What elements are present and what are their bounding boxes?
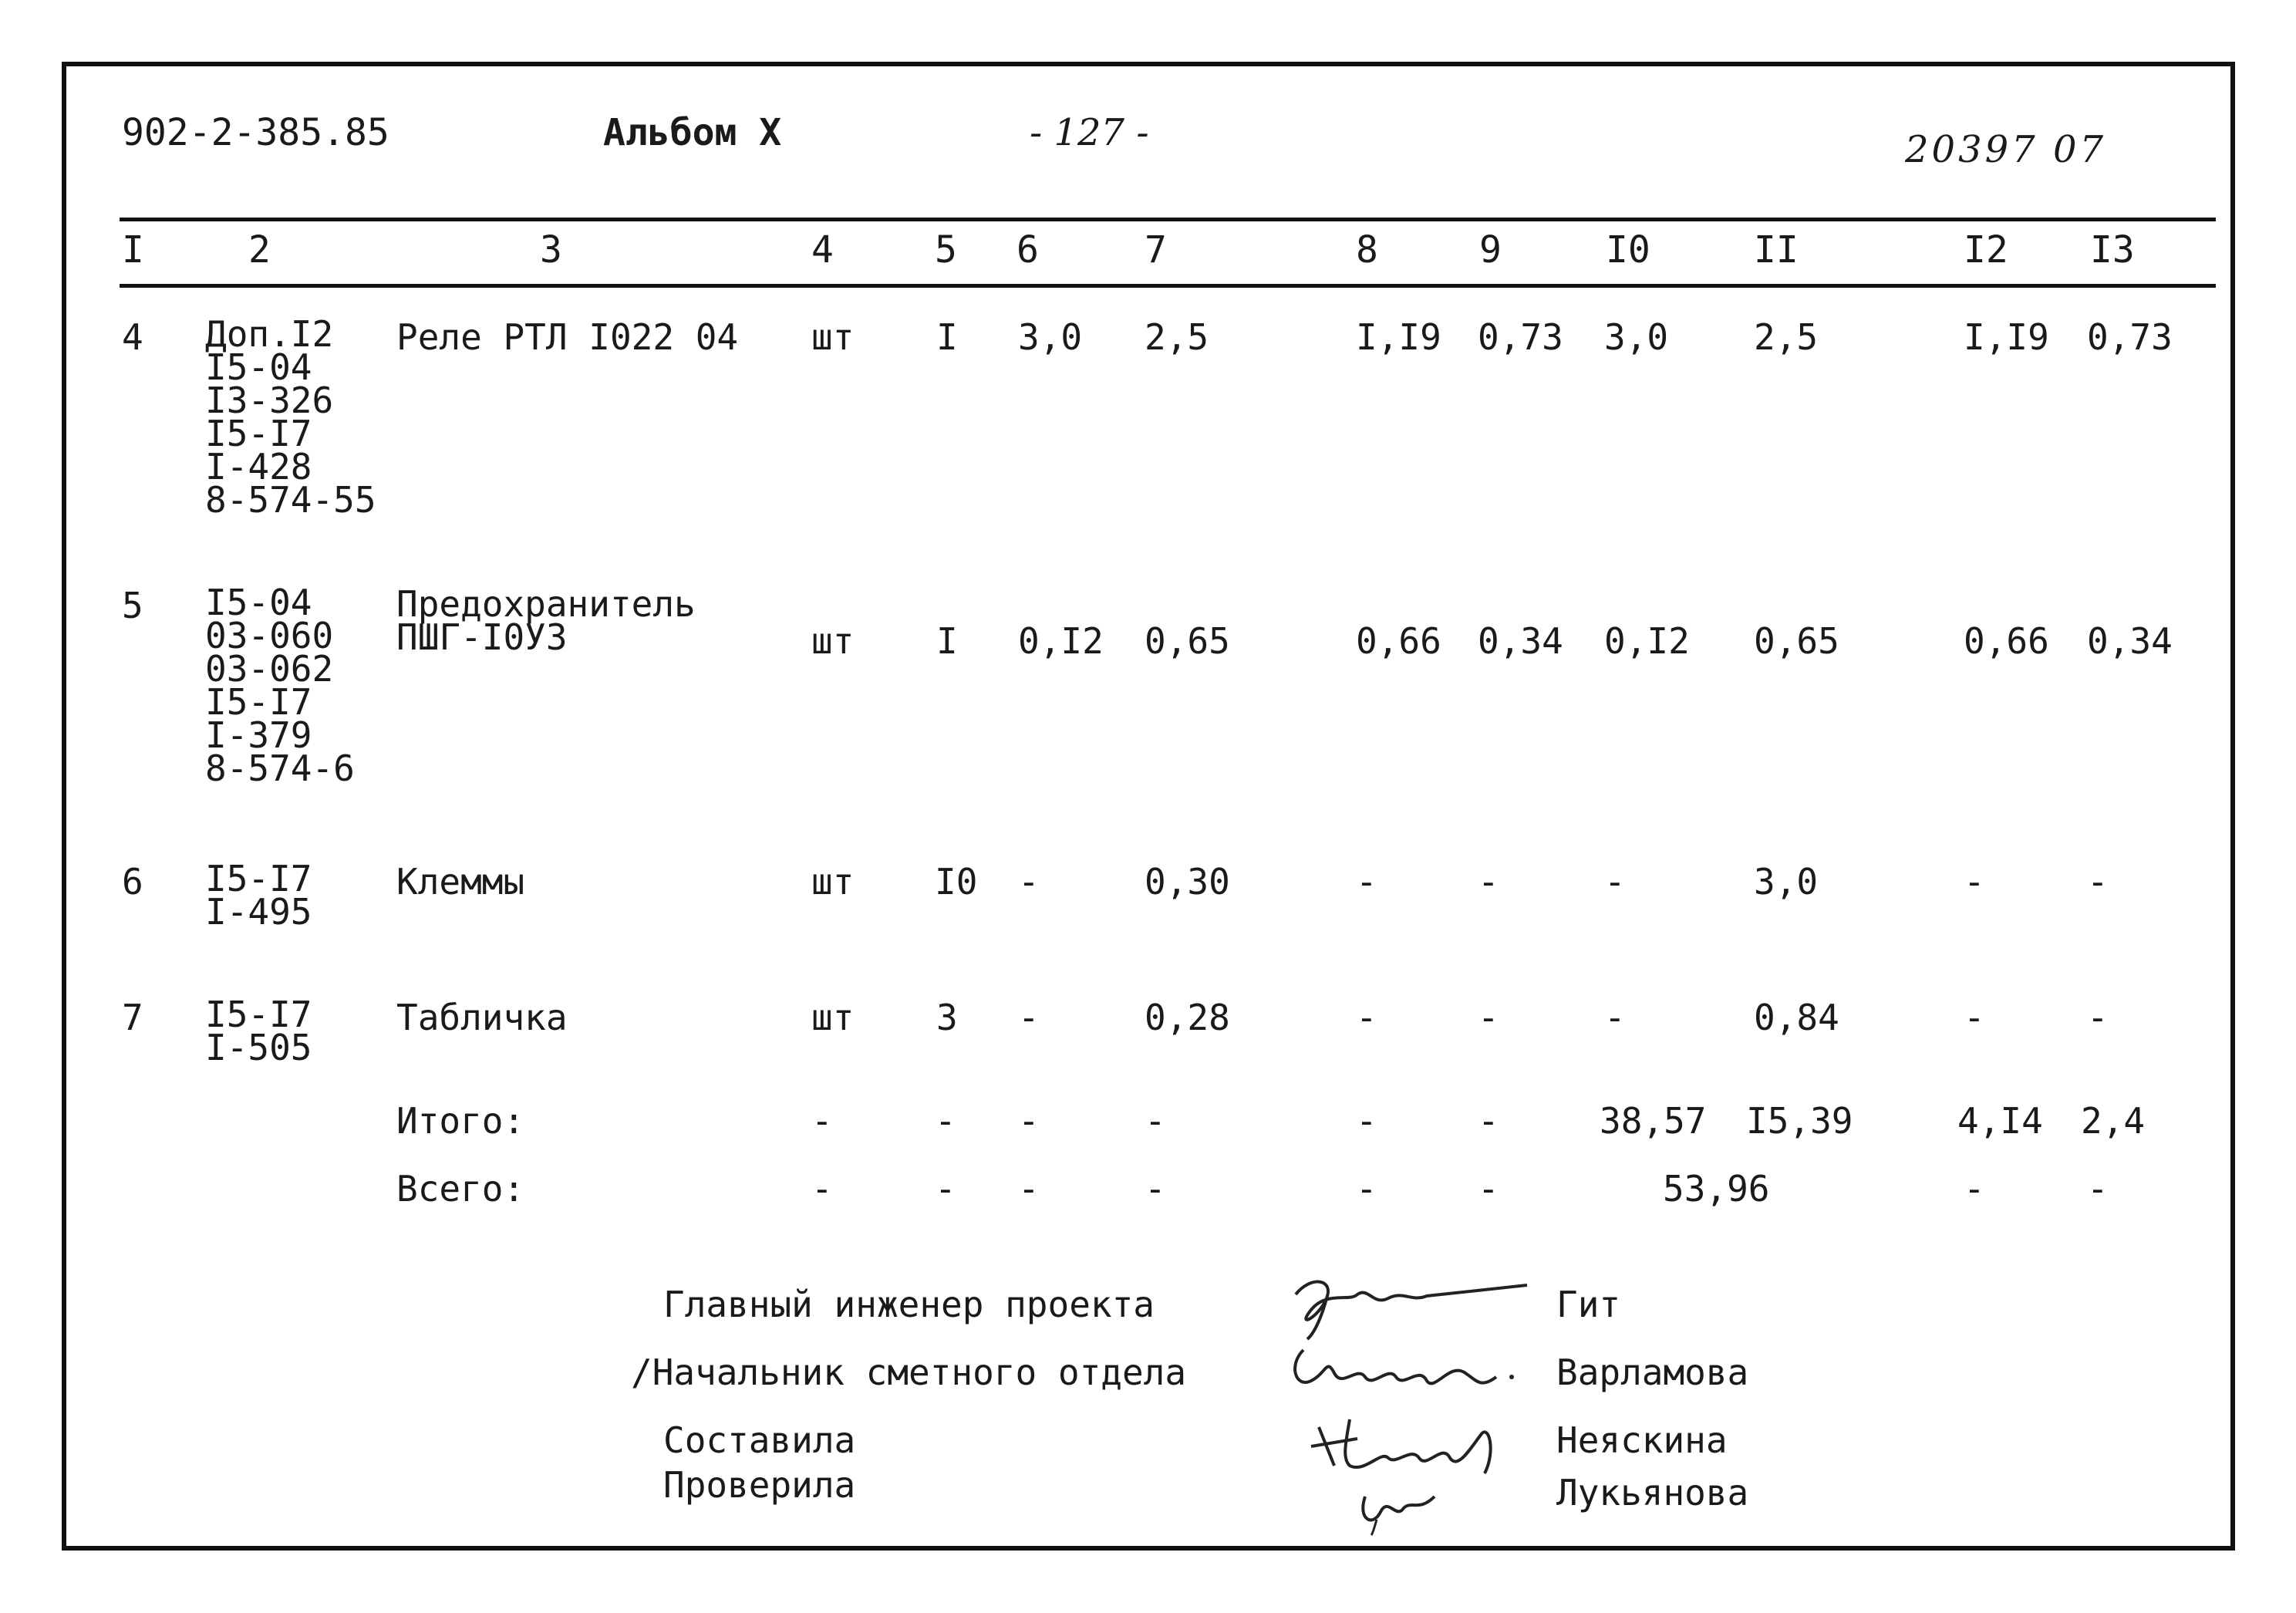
code-line: I-505 (205, 1027, 312, 1068)
cell-10: - (1604, 861, 1626, 903)
cell-7: 0,65 (1145, 620, 1230, 662)
cell-12: 4,I4 (1957, 1100, 2043, 1142)
signature-git (1280, 1271, 1535, 1341)
quantity: I0 (935, 861, 978, 903)
row-codes (205, 994, 312, 1068)
cell-7: 0,30 (1145, 861, 1230, 903)
cell-13: 0,34 (2087, 620, 2173, 662)
row-number: 7 (122, 997, 143, 1038)
cell-12: I,I9 (1964, 316, 2049, 358)
signer-name: Варламова (1556, 1351, 1749, 1393)
col-header-10: I0 (1606, 228, 1650, 272)
unit: шт (811, 861, 855, 903)
header-top-rule (120, 218, 2216, 221)
cell-10: 38,57 (1600, 1100, 1707, 1142)
cell-7: 0,28 (1145, 997, 1230, 1038)
row-codes (205, 858, 312, 933)
code-line: I5-I7 (205, 413, 312, 454)
cell-10: 0,I2 (1604, 620, 1690, 662)
cell-13: - (2087, 861, 2109, 903)
cell-9: - (1478, 861, 1499, 903)
code-line: I-495 (205, 891, 312, 933)
col-header-4: 4 (811, 228, 834, 272)
cell-12: 0,66 (1964, 620, 2049, 662)
cell-7: - (1145, 1168, 1166, 1210)
code-line: I-428 (205, 446, 312, 488)
code-line: I5-04 (205, 582, 312, 623)
col-header-3: 3 (540, 228, 562, 272)
signer-role: /Начальник сметного отдела (631, 1351, 1187, 1393)
signer-role: Главный инженер проекта (663, 1284, 1155, 1325)
signer-role: Составила (663, 1419, 856, 1461)
row-codes (205, 582, 355, 789)
cell-8: - (1356, 1168, 1377, 1210)
code-line: 8-574-55 (205, 479, 376, 521)
cell-4: - (811, 1168, 833, 1210)
signer-role: Проверила (663, 1464, 856, 1506)
cell-8: I,I9 (1356, 316, 1441, 358)
col-header-1: I (122, 228, 144, 272)
code-line: Доп.I2 (205, 313, 334, 355)
grand-total-value: 53,96 (1663, 1168, 1770, 1210)
signer-name: Неяскина (1556, 1419, 1728, 1461)
archive-stamp: 20397 07 (1905, 128, 2107, 171)
col-header-6: 6 (1017, 228, 1039, 272)
cell-11: 2,5 (1754, 316, 1819, 358)
grand-total-label: Всего: (396, 1168, 525, 1210)
name-line: Предохранитель (396, 583, 696, 625)
cell-9: - (1478, 1100, 1499, 1142)
cell-6: 0,I2 (1018, 620, 1104, 662)
code-line: I5-I7 (205, 994, 312, 1035)
cell-6: 3,0 (1018, 316, 1083, 358)
item-name: Табличка (396, 997, 568, 1038)
header-bottom-rule (120, 284, 2216, 288)
code-line: I5-I7 (205, 858, 312, 899)
cell-12: - (1964, 1168, 1985, 1210)
unit: шт (811, 997, 855, 1038)
cell-8: 0,66 (1356, 620, 1441, 662)
cell-11: 0,84 (1754, 997, 1839, 1038)
unit: шт (811, 316, 855, 358)
code-line: I5-I7 (205, 681, 312, 723)
cell-13: 2,4 (2081, 1100, 2146, 1142)
code-line: I5-04 (205, 346, 312, 388)
cell-10: 3,0 (1604, 316, 1669, 358)
cell-5: - (935, 1168, 956, 1210)
code-line: 03-060 (205, 615, 334, 656)
totals-label: Итого: (396, 1100, 525, 1142)
cell-5: - (935, 1100, 956, 1142)
quantity: I (936, 620, 958, 662)
item-name: Реле РТЛ I022 04 (396, 316, 739, 358)
cell-9: 0,34 (1478, 620, 1563, 662)
cell-10: - (1604, 997, 1626, 1038)
cell-9: - (1478, 1168, 1499, 1210)
col-header-5: 5 (935, 228, 957, 272)
cell-7: 2,5 (1145, 316, 1209, 358)
row-codes (205, 313, 376, 521)
name-line: ПШГ-I0УЗ (396, 616, 568, 658)
cell-6: - (1018, 1168, 1040, 1210)
cell-12: - (1964, 997, 1985, 1038)
cell-7: - (1145, 1100, 1166, 1142)
cell-6: - (1018, 997, 1040, 1038)
item-name: Клеммы (396, 861, 525, 903)
unit: шт (811, 620, 855, 662)
code-line: I-379 (205, 714, 312, 756)
col-header-7: 7 (1145, 228, 1167, 272)
col-header-11: II (1754, 228, 1799, 272)
cell-4: - (811, 1100, 833, 1142)
cell-11: 0,65 (1754, 620, 1839, 662)
cell-6: - (1018, 1100, 1040, 1142)
quantity: 3 (936, 997, 958, 1038)
code-line: 03-062 (205, 648, 334, 690)
cell-8: - (1356, 861, 1377, 903)
code-line: 8-574-6 (205, 747, 355, 789)
cell-8: - (1356, 997, 1377, 1038)
col-header-13: I3 (2090, 228, 2135, 272)
cell-13: - (2087, 1168, 2109, 1210)
col-header-9: 9 (1479, 228, 1502, 272)
item-name (396, 583, 696, 658)
col-header-2: 2 (248, 228, 271, 272)
signature-neyaskina (1303, 1404, 1535, 1535)
signer-name: Гит (1556, 1284, 1621, 1325)
col-header-8: 8 (1356, 228, 1378, 272)
cell-13: 0,73 (2087, 316, 2173, 358)
page-number: - 127 - (1030, 111, 1149, 154)
cell-12: - (1964, 861, 1985, 903)
album-label: Альбом X (603, 111, 782, 154)
code-line: I3-326 (205, 380, 334, 421)
row-number: 5 (122, 585, 143, 626)
quantity: I (936, 316, 958, 358)
row-number: 4 (122, 316, 143, 358)
cell-11: I5,39 (1746, 1100, 1853, 1142)
cell-9: 0,73 (1478, 316, 1563, 358)
cell-13: - (2087, 997, 2109, 1038)
doc-code: 902-2-385.85 (122, 111, 389, 154)
row-number: 6 (122, 861, 143, 903)
cell-6: - (1018, 861, 1040, 903)
col-header-12: I2 (1964, 228, 2008, 272)
signature-varlamova (1280, 1335, 1535, 1412)
cell-9: - (1478, 997, 1499, 1038)
signer-name: Лукьянова (1556, 1472, 1749, 1513)
cell-8: - (1356, 1100, 1377, 1142)
cell-11: 3,0 (1754, 861, 1819, 903)
